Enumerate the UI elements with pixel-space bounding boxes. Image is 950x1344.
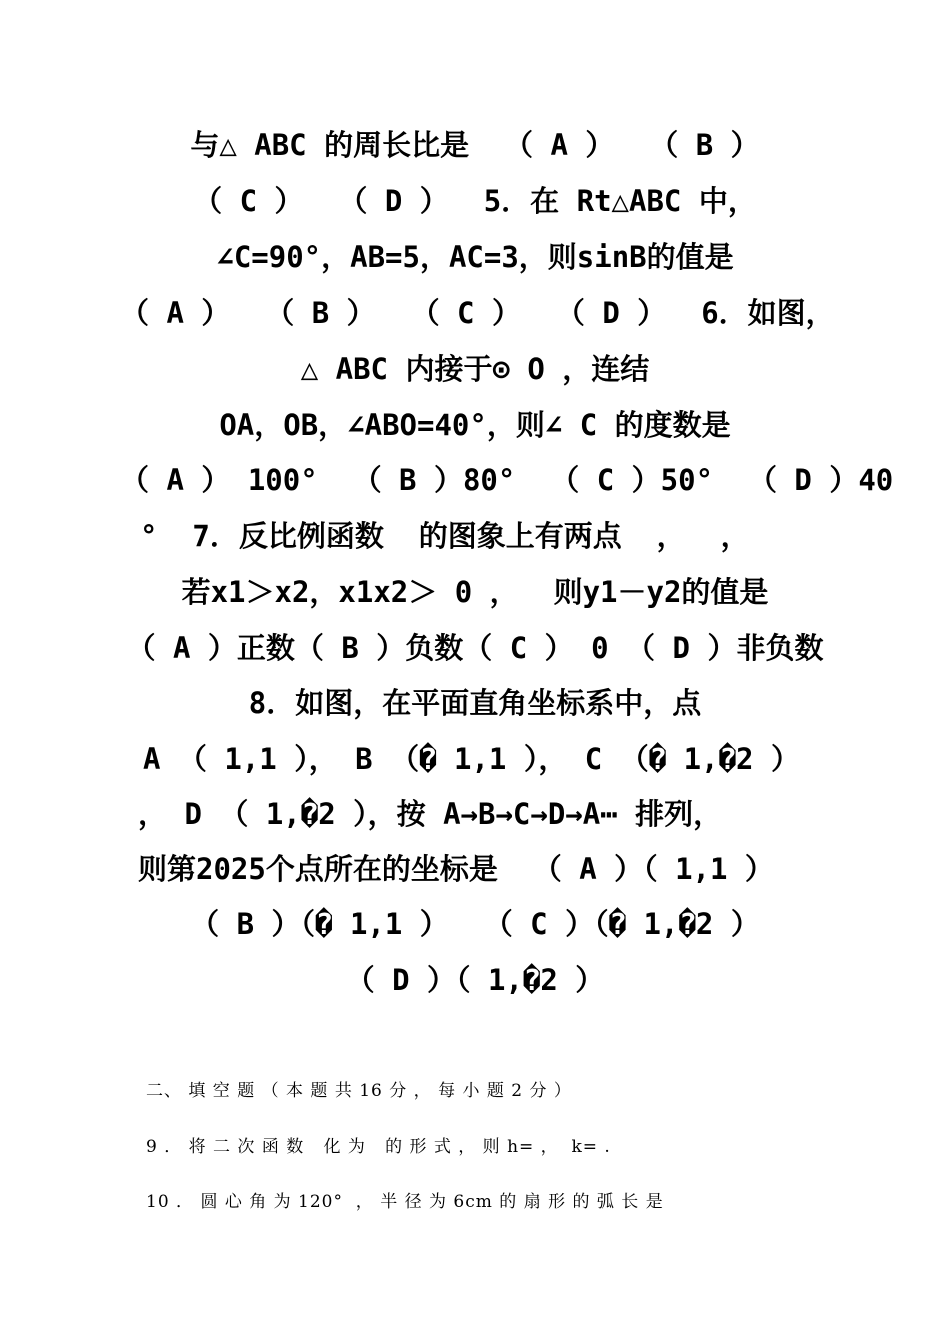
text-line: （ A ）正数（ B ）负数（ C ） 0 （ D ）非负数 xyxy=(126,631,824,665)
text-line: △ ABC 内接于⊙ O ，连结 xyxy=(300,352,650,386)
text-line: （ A ） （ B ） （ C ） （ D ） 6．如图， xyxy=(120,296,835,330)
question-9: 9 ． 将 二 次 函 数 化 为 的 形 式 ， 则 h= ， k= . xyxy=(146,1137,611,1157)
text-line: 则第2025个点所在的坐标是 （ A ）（ 1,1 ） xyxy=(138,852,774,886)
text-line: （ B ）（� 1,1 ） （ C ）（� 1,�2 ） xyxy=(190,907,760,941)
question-10: 10 ． 圆 心 角 为 120° ， 半 径 为 6cm 的 扇 形 的 弧 长 是 xyxy=(146,1192,664,1212)
text-line: （ A ） 100° （ B ）80° （ C ）50° （ D ）40 xyxy=(120,463,894,497)
text-line: 8．如图，在平面直角坐标系中，点 xyxy=(248,686,702,720)
text-line: 若x1＞x2，x1x2＞ 0 ， 则y1－y2的值是 xyxy=(181,575,769,609)
text-line: ∠C=90°，AB=5，AC=3，则sinB的值是 xyxy=(216,240,734,274)
text-line: 与△ ABC 的周长比是 （ A ） （ B ） xyxy=(190,128,760,162)
text-line: ， D （ 1,�2 ），按 A→B→C→D→A⋯ 排列， xyxy=(138,797,723,831)
text-line: （ C ） （ D ） 5．在 Rt△ABC 中， xyxy=(193,184,757,218)
text-line: OA，OB，∠ABO=40°，则∠ C 的度数是 xyxy=(219,408,731,442)
text-line: ° 7．反比例函数 的图象上有两点 ， ， xyxy=(140,519,750,553)
text-line: A （ 1,1 ）， B （� 1,1 ）， C （� 1,�2 ） xyxy=(143,742,800,776)
section-heading: 二、 填 空 题 （ 本 题 共 16 分 ， 每 小 题 2 分 ） xyxy=(146,1081,572,1101)
text-line: （ D ）（ 1,�2 ） xyxy=(345,963,605,997)
